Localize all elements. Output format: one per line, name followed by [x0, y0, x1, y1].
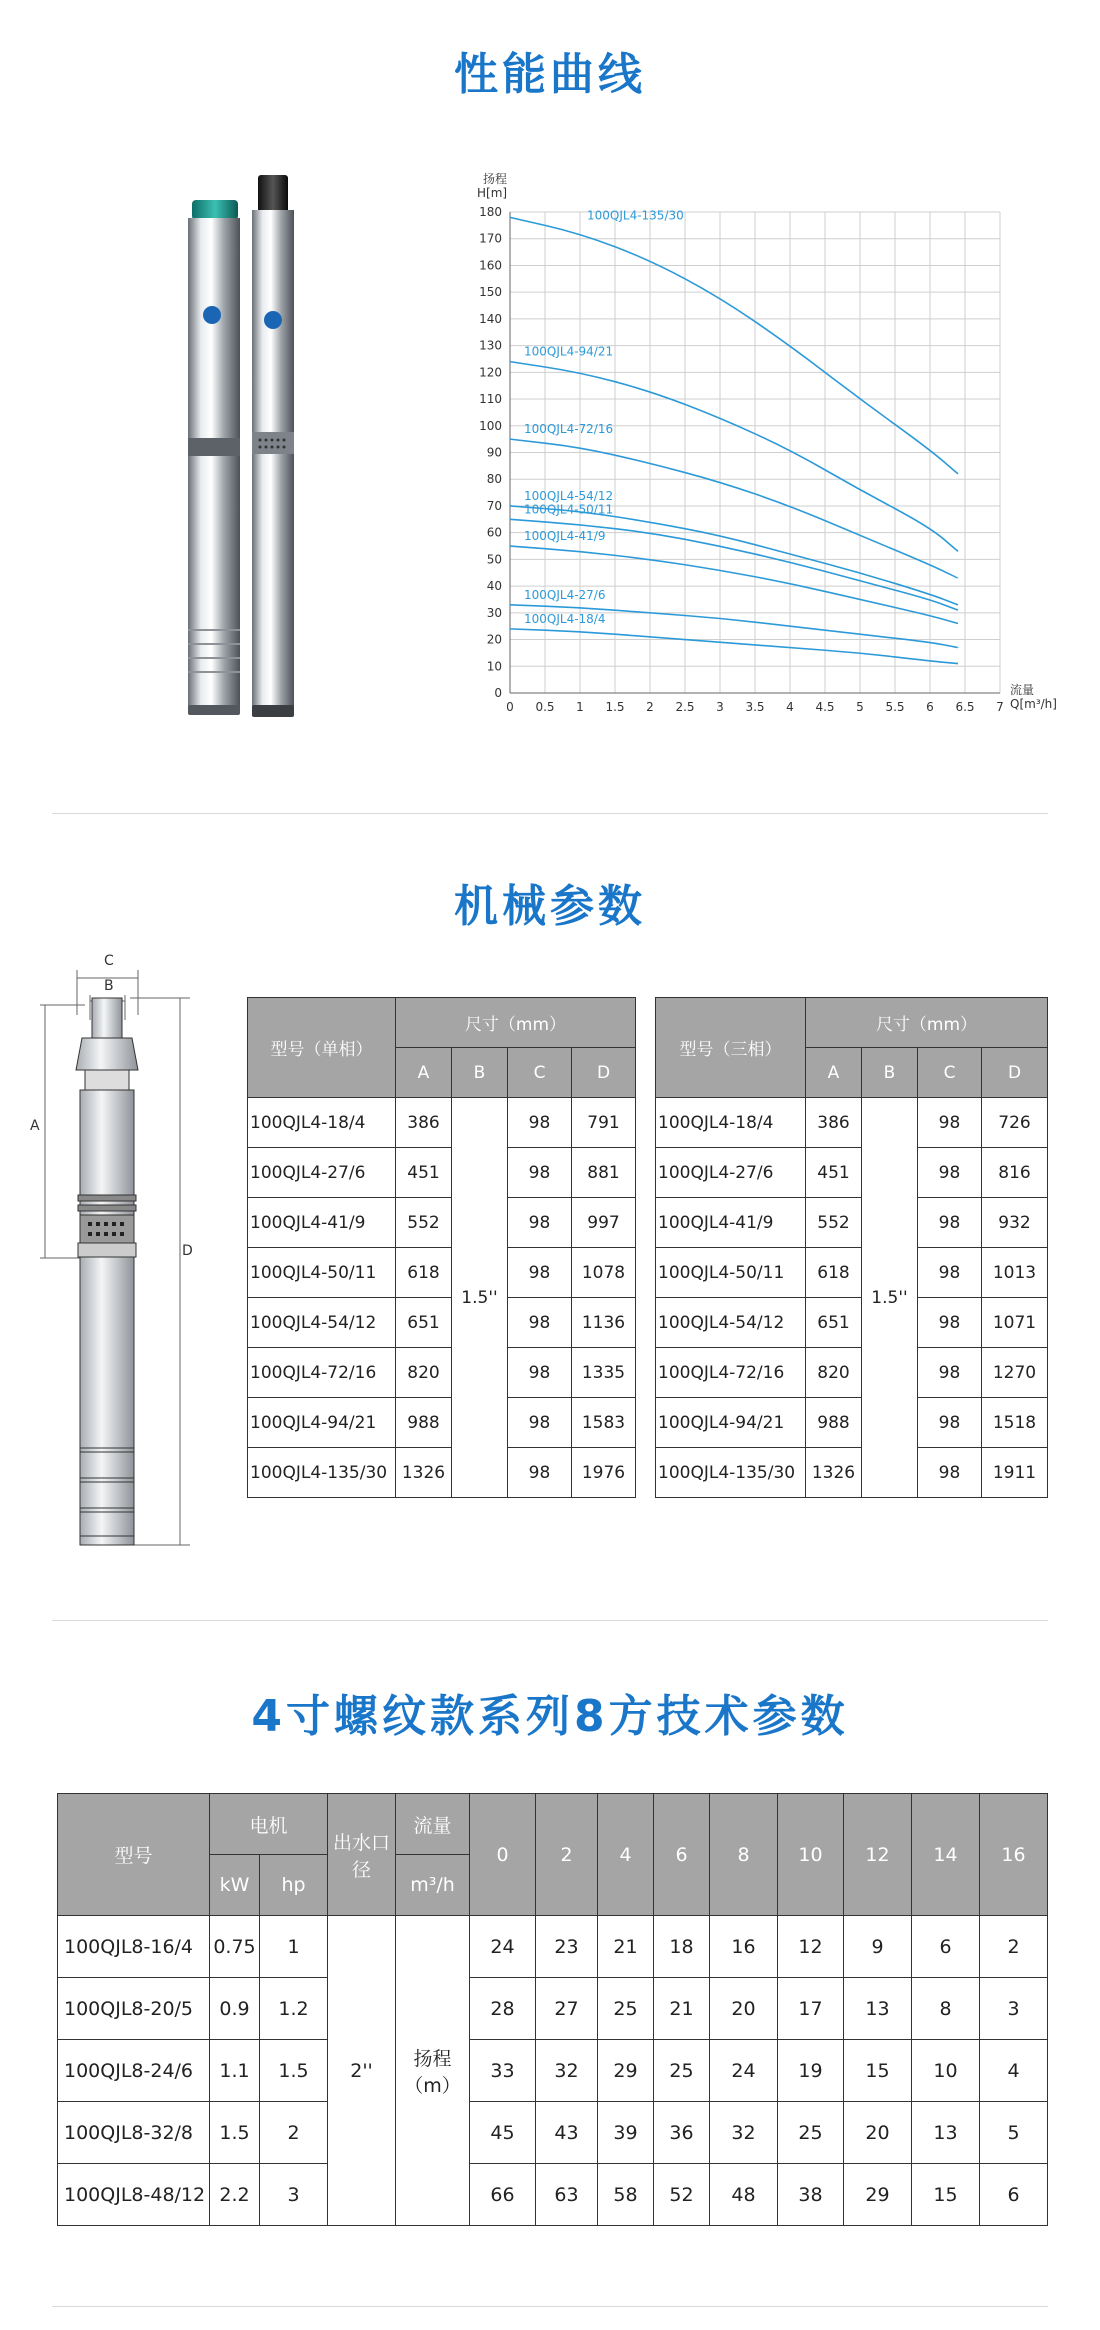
- col-header-flow-value: 6: [654, 1794, 710, 1916]
- x-axis-label: 流量: [1010, 683, 1035, 697]
- cell-head: 24: [710, 2040, 778, 2102]
- cell-head: 38: [778, 2164, 844, 2226]
- y-tick-label: 120: [479, 365, 502, 380]
- cell-model: 100QJL4-72/16: [248, 1348, 396, 1398]
- y-tick-label: 60: [486, 525, 502, 540]
- cell-head: 21: [598, 1916, 654, 1978]
- cell-head: 21: [654, 1978, 710, 2040]
- cell-c: 98: [918, 1298, 982, 1348]
- cell-head: 28: [470, 1978, 536, 2040]
- col-header-model: 型号（三相）: [656, 998, 806, 1098]
- cell-head: 19: [778, 2040, 844, 2102]
- table-row: [58, 2164, 1048, 2226]
- y-tick-label: 80: [486, 472, 502, 487]
- cell-head: 2: [980, 1916, 1048, 1978]
- x-tick-label: 5.5: [885, 700, 905, 714]
- cell-a: 820: [806, 1348, 862, 1398]
- cell-b-merged: 1.5'': [452, 1098, 508, 1498]
- cell-head: 15: [912, 2164, 980, 2226]
- cell-head: 45: [470, 2102, 536, 2164]
- table-row: [656, 1398, 1048, 1448]
- cell-hp: 1.5: [260, 2040, 328, 2102]
- cell-c: 98: [508, 1198, 572, 1248]
- cell-head: 25: [598, 1978, 654, 2040]
- cell-model: 100QJL4-18/4: [656, 1098, 806, 1148]
- cell-outlet-merged: 2'': [328, 1916, 396, 2226]
- cell-a: 386: [396, 1098, 452, 1148]
- y-tick-label: 20: [486, 632, 502, 647]
- y-tick-label: 30: [486, 605, 502, 620]
- x-tick-label: 6.5: [955, 700, 975, 714]
- table-row: [248, 1248, 636, 1298]
- cell-d: 726: [982, 1098, 1048, 1148]
- cell-c: 98: [508, 1298, 572, 1348]
- series-line: [510, 362, 958, 552]
- cell-d: 1078: [572, 1248, 636, 1298]
- col-header-d: D: [982, 1048, 1048, 1098]
- x-tick-label: 2: [646, 700, 654, 714]
- cell-d: 816: [982, 1148, 1048, 1198]
- cell-kw: 1.1: [210, 2040, 260, 2102]
- cell-a: 651: [806, 1298, 862, 1348]
- table-row: [248, 1098, 636, 1148]
- table-row: [58, 1978, 1048, 2040]
- cell-head: 8: [912, 1978, 980, 2040]
- col-header-d: D: [572, 1048, 636, 1098]
- cell-c: 98: [508, 1448, 572, 1498]
- pump-dimension-drawing: [30, 940, 200, 1550]
- cell-kw: 1.5: [210, 2102, 260, 2164]
- cell-model: 100QJL4-18/4: [248, 1098, 396, 1148]
- chart-series-labels: [524, 208, 684, 626]
- col-header-flow-value: 4: [598, 1794, 654, 1916]
- cell-d: 1583: [572, 1398, 636, 1448]
- col-header-kw: kW: [210, 1855, 260, 1916]
- section-title-curve: 性能曲线: [454, 49, 646, 100]
- table-row: [58, 2040, 1048, 2102]
- series-label: 100QJL4-94/21: [524, 344, 614, 359]
- cell-model: 100QJL8-48/12: [58, 2164, 210, 2226]
- y-tick-label: 40: [486, 579, 502, 594]
- y-axis-unit: H[m]: [477, 186, 508, 200]
- table-row: [248, 1398, 636, 1448]
- cell-model: 100QJL4-50/11: [248, 1248, 396, 1298]
- cell-c: 98: [918, 1198, 982, 1248]
- cell-model: 100QJL4-54/12: [656, 1298, 806, 1348]
- series-label: 100QJL4-72/16: [524, 422, 614, 437]
- performance-chart: [465, 170, 1075, 740]
- table-row: [248, 1448, 636, 1498]
- technical-table: [57, 1793, 1048, 2226]
- table-row: [656, 1348, 1048, 1398]
- y-tick-label: 100: [479, 418, 502, 433]
- y-tick-label: 90: [486, 445, 502, 460]
- col-header-size: 尺寸（mm）: [396, 998, 636, 1048]
- y-tick-label: 140: [479, 311, 502, 326]
- cell-head: 18: [654, 1916, 710, 1978]
- cell-head: 3: [980, 1978, 1048, 2040]
- cell-model: 100QJL4-135/30: [248, 1448, 396, 1498]
- cell-head: 36: [654, 2102, 710, 2164]
- x-tick-label: 3.5: [745, 700, 765, 714]
- cell-d: 791: [572, 1098, 636, 1148]
- divider-1: [52, 813, 1048, 814]
- cell-head: 17: [778, 1978, 844, 2040]
- cell-head: 43: [536, 2102, 598, 2164]
- cell-head: 6: [980, 2164, 1048, 2226]
- cell-head: 66: [470, 2164, 536, 2226]
- col-header-outlet: 出水口径: [328, 1794, 396, 1916]
- cell-d: 881: [572, 1148, 636, 1198]
- cell-c: 98: [508, 1148, 572, 1198]
- cell-head: 24: [470, 1916, 536, 1978]
- cell-model: 100QJL4-54/12: [248, 1298, 396, 1348]
- cell-d: 997: [572, 1198, 636, 1248]
- x-tick-label: 4.5: [815, 700, 835, 714]
- x-tick-label: 7: [996, 700, 1004, 714]
- col-header-model: 型号（单相）: [248, 998, 396, 1098]
- col-header-flow-value: 2: [536, 1794, 598, 1916]
- cell-head: 63: [536, 2164, 598, 2226]
- cell-head: 52: [654, 2164, 710, 2226]
- series-label: 100QJL4-18/4: [524, 611, 606, 626]
- cell-model: 100QJL4-27/6: [248, 1148, 396, 1198]
- y-tick-label: 70: [486, 498, 502, 513]
- col-header-flow-value: 16: [980, 1794, 1048, 1916]
- cell-head: 15: [844, 2040, 912, 2102]
- cell-c: 98: [508, 1398, 572, 1448]
- cell-head-label-merged: 扬程（m）: [396, 1916, 470, 2226]
- col-header-a: A: [396, 1048, 452, 1098]
- x-axis-unit: Q[m³/h]: [1010, 697, 1057, 711]
- col-header-flow-value: 0: [470, 1794, 536, 1916]
- cell-model: 100QJL4-135/30: [656, 1448, 806, 1498]
- cell-hp: 2: [260, 2102, 328, 2164]
- cell-model: 100QJL8-24/6: [58, 2040, 210, 2102]
- cell-head: 6: [912, 1916, 980, 1978]
- col-header-size: 尺寸（mm）: [806, 998, 1048, 1048]
- y-tick-label: 10: [486, 659, 502, 674]
- cell-head: 58: [598, 2164, 654, 2226]
- x-tick-label: 0.5: [535, 700, 555, 714]
- y-tick-label: 50: [486, 552, 502, 567]
- pump-product-image: [180, 170, 320, 725]
- cell-model: 100QJL8-20/5: [58, 1978, 210, 2040]
- cell-a: 451: [806, 1148, 862, 1198]
- col-header-b: B: [452, 1048, 508, 1098]
- cell-c: 98: [918, 1398, 982, 1448]
- cell-c: 98: [918, 1148, 982, 1198]
- cell-model: 100QJL4-41/9: [248, 1198, 396, 1248]
- cell-kw: 2.2: [210, 2164, 260, 2226]
- cell-model: 100QJL4-94/21: [656, 1398, 806, 1448]
- x-tick-label: 5: [856, 700, 864, 714]
- cell-d: 932: [982, 1198, 1048, 1248]
- cell-kw: 0.75: [210, 1916, 260, 1978]
- cell-a: 988: [806, 1398, 862, 1448]
- cell-head: 9: [844, 1916, 912, 1978]
- cell-a: 1326: [806, 1448, 862, 1498]
- col-header-hp: hp: [260, 1855, 328, 1916]
- cell-b-merged: 1.5'': [862, 1098, 918, 1498]
- dimension-c-label: C: [104, 953, 114, 969]
- x-tick-label: 1.5: [605, 700, 625, 714]
- cell-c: 98: [508, 1248, 572, 1298]
- cell-head: 12: [778, 1916, 844, 1978]
- mechanical-table-three-phase: [655, 997, 1048, 1498]
- table-row: [248, 1198, 636, 1248]
- cell-head: 25: [654, 2040, 710, 2102]
- dimension-d-label: D: [182, 1243, 193, 1259]
- cell-head: 29: [844, 2164, 912, 2226]
- cell-a: 552: [806, 1198, 862, 1248]
- cell-head: 13: [844, 1978, 912, 2040]
- cell-head: 32: [536, 2040, 598, 2102]
- cell-c: 98: [918, 1098, 982, 1148]
- mechanical-table-single-phase: [247, 997, 636, 1498]
- section-title-technical: 4寸螺纹款系列8方技术参数: [251, 1691, 849, 1742]
- cell-model: 100QJL8-16/4: [58, 1916, 210, 1978]
- cell-model: 100QJL4-27/6: [656, 1148, 806, 1198]
- col-header-flow-value: 12: [844, 1794, 912, 1916]
- table-row: [58, 2102, 1048, 2164]
- col-header-c: C: [918, 1048, 982, 1098]
- cell-a: 618: [396, 1248, 452, 1298]
- table-row: [656, 1248, 1048, 1298]
- series-line: [510, 629, 958, 664]
- series-label: 100QJL4-50/11: [524, 502, 614, 517]
- cell-a: 386: [806, 1098, 862, 1148]
- y-tick-label: 180: [479, 205, 502, 219]
- cell-a: 820: [396, 1348, 452, 1398]
- series-label: 100QJL4-135/30: [587, 208, 684, 223]
- cell-c: 98: [918, 1348, 982, 1398]
- cell-a: 451: [396, 1148, 452, 1198]
- series-label: 100QJL4-54/12: [524, 488, 614, 503]
- cell-head: 33: [470, 2040, 536, 2102]
- cell-kw: 0.9: [210, 1978, 260, 2040]
- table-row: [58, 1916, 1048, 1978]
- cell-head: 29: [598, 2040, 654, 2102]
- cell-head: 13: [912, 2102, 980, 2164]
- cell-d: 1976: [572, 1448, 636, 1498]
- y-tick-label: 170: [479, 231, 502, 246]
- table-row: [656, 1298, 1048, 1348]
- cell-model: 100QJL4-41/9: [656, 1198, 806, 1248]
- cell-head: 20: [844, 2102, 912, 2164]
- dimension-b-label: B: [104, 978, 114, 994]
- x-tick-label: 2.5: [675, 700, 695, 714]
- cell-d: 1136: [572, 1298, 636, 1348]
- cell-d: 1270: [982, 1348, 1048, 1398]
- col-header-flow-value: 14: [912, 1794, 980, 1916]
- cell-a: 618: [806, 1248, 862, 1298]
- table-row: [248, 1298, 636, 1348]
- cell-d: 1911: [982, 1448, 1048, 1498]
- cell-head: 48: [710, 2164, 778, 2226]
- col-header-flow-unit: m³/h: [396, 1855, 470, 1916]
- y-axis-label: 扬程: [483, 172, 508, 186]
- cell-a: 552: [396, 1198, 452, 1248]
- divider-2: [52, 1620, 1048, 1621]
- cell-c: 98: [918, 1248, 982, 1298]
- cell-head: 27: [536, 1978, 598, 2040]
- col-header-b: B: [862, 1048, 918, 1098]
- table-row: [656, 1098, 1048, 1148]
- cell-d: 1335: [572, 1348, 636, 1398]
- col-header-flow-value: 8: [710, 1794, 778, 1916]
- y-tick-label: 0: [494, 686, 502, 700]
- cell-model: 100QJL4-72/16: [656, 1348, 806, 1398]
- cell-c: 98: [918, 1448, 982, 1498]
- table-row: [656, 1148, 1048, 1198]
- cell-model: 100QJL8-32/8: [58, 2102, 210, 2164]
- x-tick-label: 1: [576, 700, 584, 714]
- col-header-c: C: [508, 1048, 572, 1098]
- cell-d: 1071: [982, 1298, 1048, 1348]
- dimension-a-label: A: [30, 1118, 40, 1134]
- x-tick-label: 3: [716, 700, 724, 714]
- y-tick-label: 150: [479, 285, 502, 300]
- table-row: [656, 1198, 1048, 1248]
- cell-d: 1518: [982, 1398, 1048, 1448]
- chart-ticks: [479, 205, 1004, 714]
- x-tick-label: 6: [926, 700, 934, 714]
- y-tick-label: 160: [479, 258, 502, 273]
- y-tick-label: 130: [479, 338, 502, 353]
- x-tick-label: 0: [506, 700, 514, 714]
- col-header-model: 型号: [58, 1794, 210, 1916]
- cell-head: 20: [710, 1978, 778, 2040]
- col-header-a: A: [806, 1048, 862, 1098]
- col-header-flow-value: 10: [778, 1794, 844, 1916]
- table-row: [656, 1448, 1048, 1498]
- cell-a: 1326: [396, 1448, 452, 1498]
- x-tick-label: 4: [786, 700, 794, 714]
- section-title-mechanical: 机械参数: [454, 881, 646, 932]
- col-header-motor: 电机: [210, 1794, 328, 1855]
- table-row: [248, 1348, 636, 1398]
- divider-3: [52, 2306, 1048, 2307]
- cell-head: 25: [778, 2102, 844, 2164]
- cell-a: 651: [396, 1298, 452, 1348]
- y-tick-label: 110: [479, 392, 502, 407]
- cell-head: 39: [598, 2102, 654, 2164]
- cell-a: 988: [396, 1398, 452, 1448]
- cell-head: 10: [912, 2040, 980, 2102]
- cell-head: 5: [980, 2102, 1048, 2164]
- cell-c: 98: [508, 1348, 572, 1398]
- cell-model: 100QJL4-50/11: [656, 1248, 806, 1298]
- series-label: 100QJL4-41/9: [524, 529, 606, 544]
- cell-c: 98: [508, 1098, 572, 1148]
- cell-hp: 3: [260, 2164, 328, 2226]
- cell-hp: 1: [260, 1916, 328, 1978]
- cell-head: 16: [710, 1916, 778, 1978]
- cell-model: 100QJL4-94/21: [248, 1398, 396, 1448]
- cell-head: 32: [710, 2102, 778, 2164]
- cell-hp: 1.2: [260, 1978, 328, 2040]
- table-row: [248, 1148, 636, 1198]
- col-header-flow: 流量: [396, 1794, 470, 1855]
- cell-head: 23: [536, 1916, 598, 1978]
- cell-d: 1013: [982, 1248, 1048, 1298]
- series-label: 100QJL4-27/6: [524, 587, 606, 602]
- cell-head: 4: [980, 2040, 1048, 2102]
